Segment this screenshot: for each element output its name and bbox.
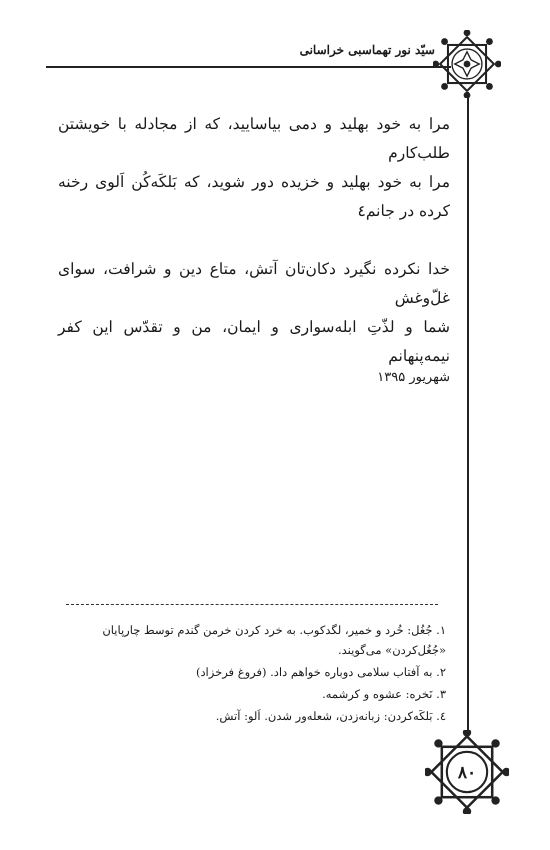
page-number: ۸۰	[457, 763, 477, 783]
stanza-gap	[58, 226, 450, 255]
poem-date: شهریور ۱۳۹۵	[377, 370, 450, 385]
footnote-item: ۱. جُغُل: خُرد و خمیر، لگدکوب. به خرد کردن خرمن گندم توسط چارپایان «جُغُل‌کردن» می‌گویند.	[102, 623, 446, 657]
running-title: سیّد نور تهماسبی خراسانی	[299, 43, 435, 57]
poem-line: شما و لذّتِ ابله‌سواری و ایمان، من و تقدّس این کفر نیمه‌پنهانم	[58, 318, 450, 365]
footnote-item: ۲. به آفتاب سلامی دوباره خواهم داد. (فروغ فرخزاد)	[195, 665, 446, 679]
poem-line: خدا نکرده نگیرد دکان‌تان آتش، متاع دین و شرافت، سوای غل‌ّوغش	[58, 260, 450, 307]
footnotes	[66, 620, 446, 728]
poem-line: مرا به خود بهلید و دمی بیاسایید، که از مجادله با خویشتن طلب‌کارم	[58, 115, 450, 162]
footnote-separator	[66, 604, 438, 605]
poem-line: مرا به خود بهلید و خزیده دور شوید، که بَلکَه‌کُن اَلوی رخنه کرده در جانم٤	[58, 173, 450, 220]
ornament-top-icon	[433, 30, 501, 98]
poem-body	[58, 110, 450, 371]
side-rule	[467, 92, 469, 734]
footnote-item: ٤. بَلکَه‌کردن: زبانه‌زدن، شعله‌ور شدن. اَلو: آتش.	[215, 709, 446, 723]
footnote-item: ۳. نَخره: عشوه و کرشمه.	[322, 687, 446, 701]
header-rule	[46, 66, 451, 68]
